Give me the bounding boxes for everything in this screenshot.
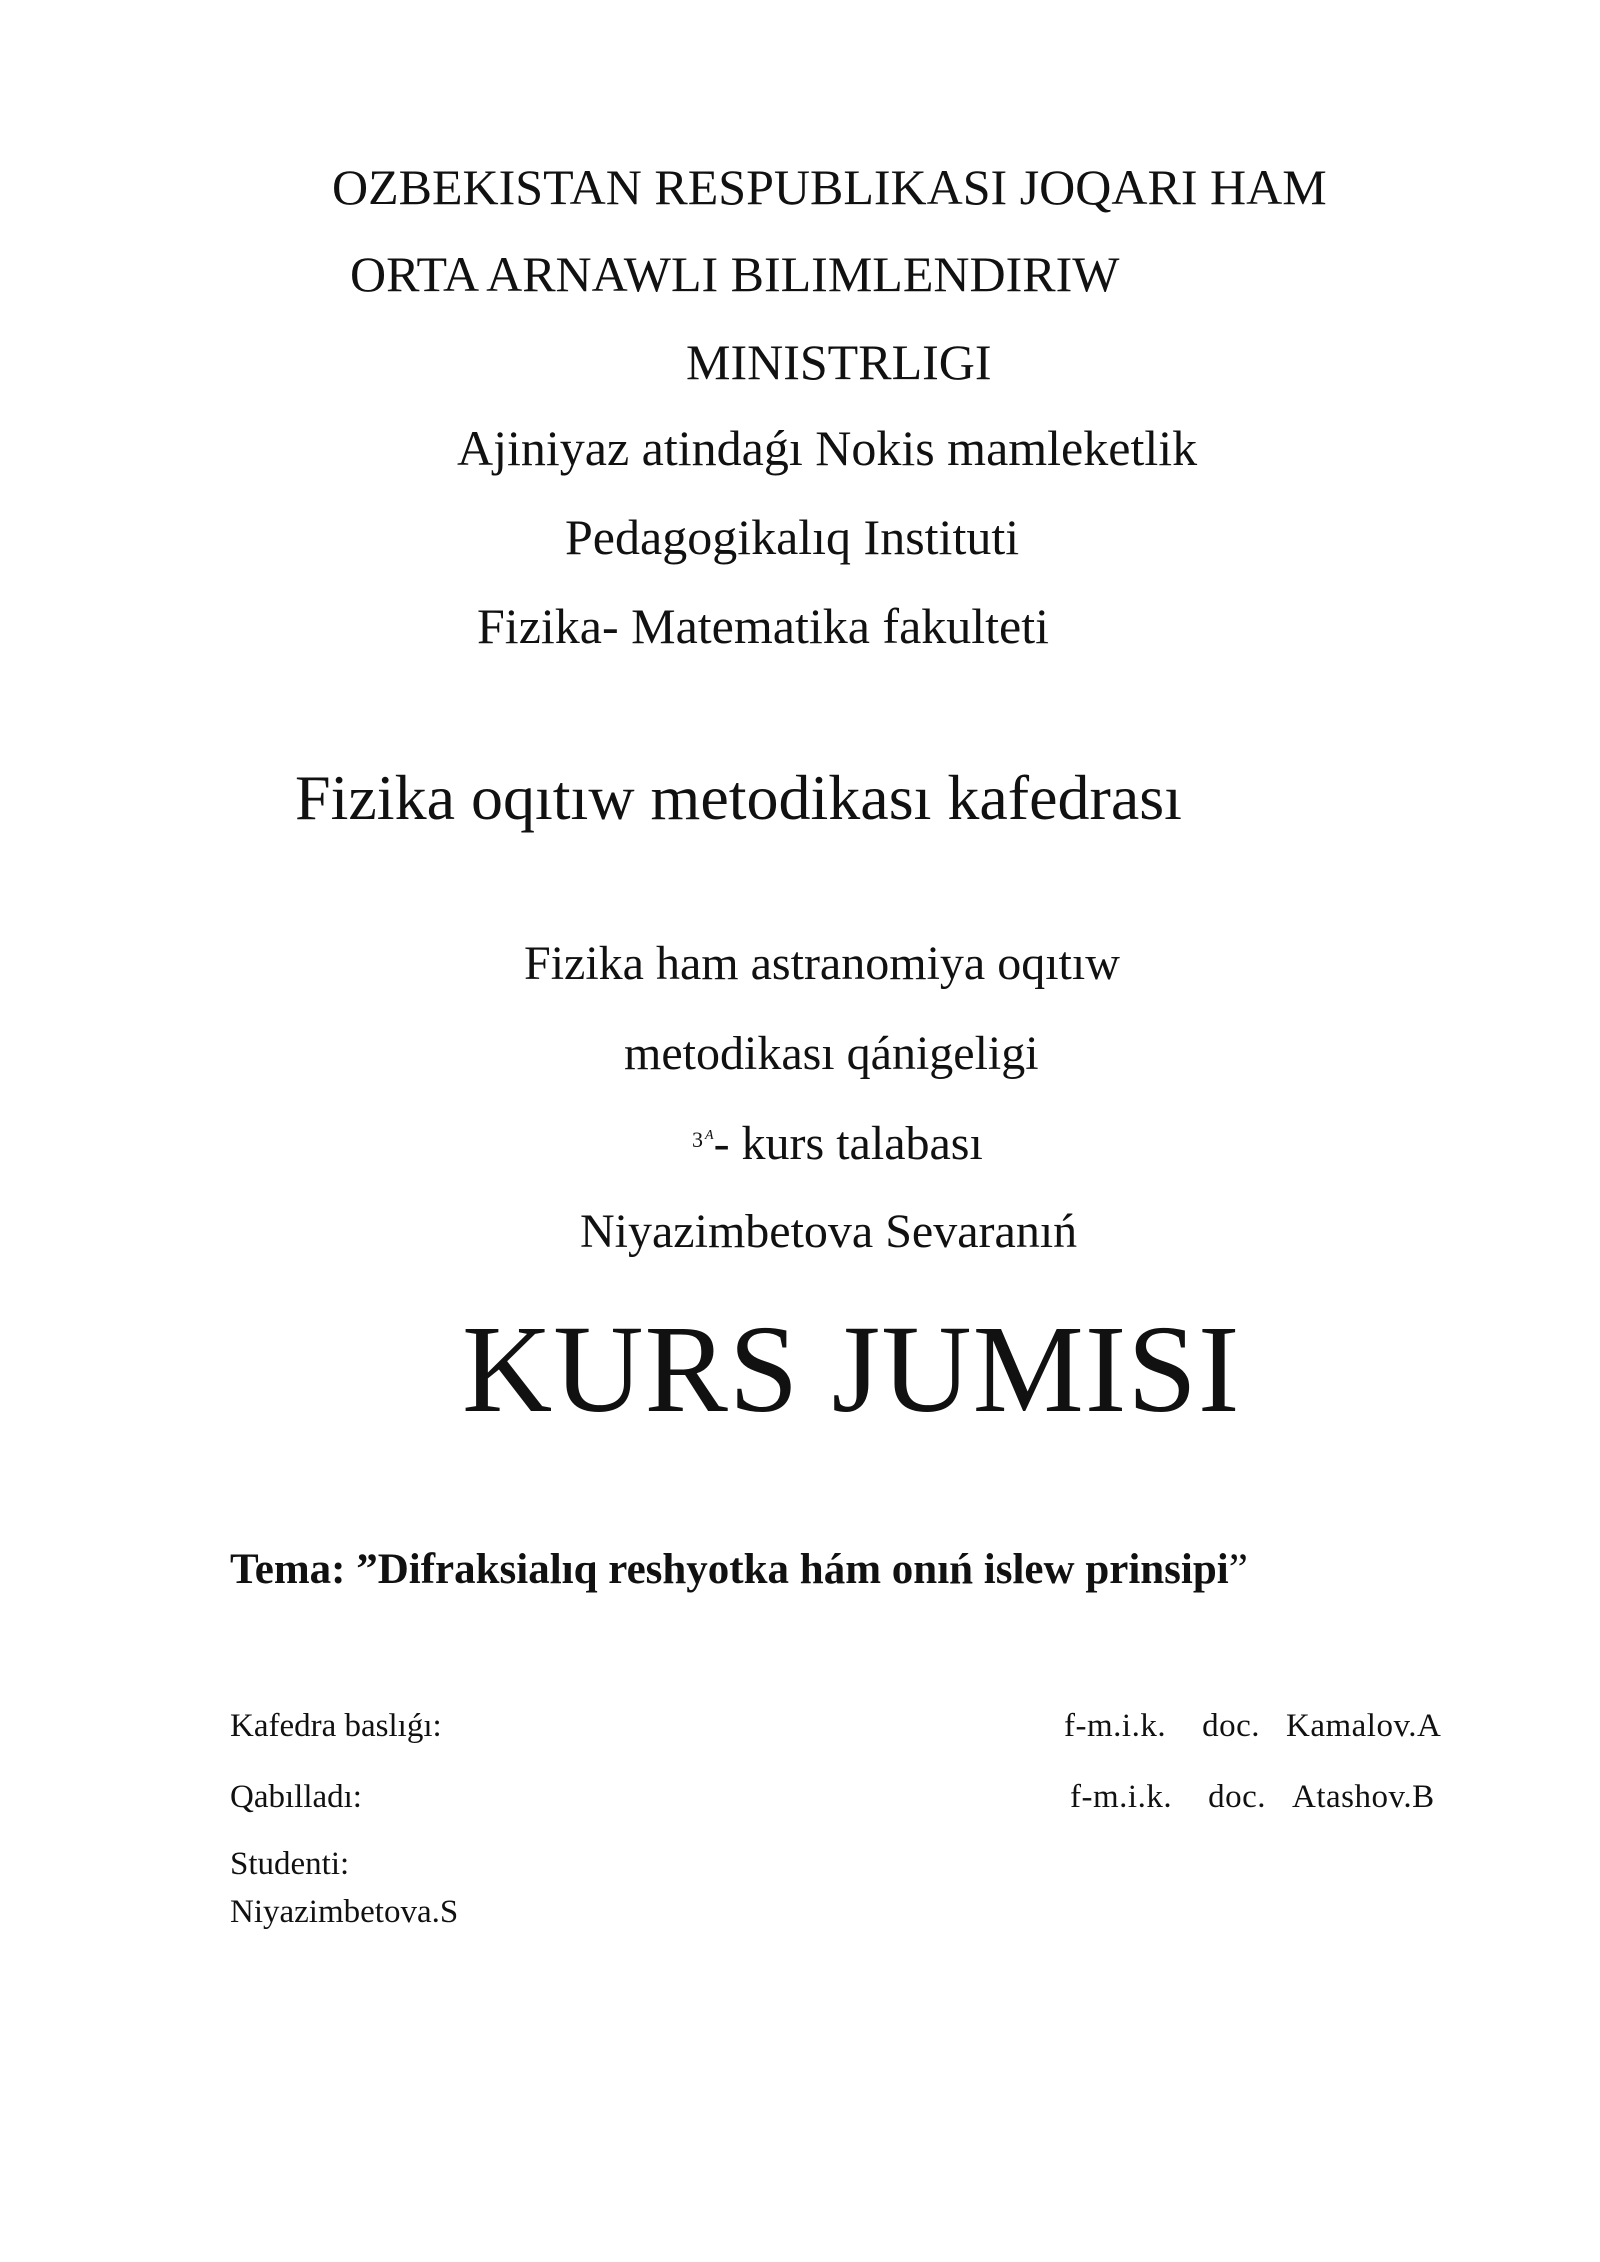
ministry-line-1: OZBEKISTAN RESPUBLIKASI JOQARI HAM <box>332 159 1327 215</box>
student-short-name: Niyazimbetova.S <box>230 1894 459 1930</box>
head-title: doc. <box>1202 1708 1260 1744</box>
head-name: Kamalov.A <box>1285 1708 1442 1744</box>
head-degree: f-m.i.k. <box>1064 1708 1167 1744</box>
accepted-title: doc. <box>1208 1779 1266 1815</box>
faculty-name: Fizika- Matematika fakulteti <box>477 598 1050 654</box>
head-label: Kafedra baslıǵı: <box>230 1708 442 1744</box>
institute-line-1: Ajiniyaz atindaǵı Nokis mamleketlik <box>457 420 1198 476</box>
course-text: - kurs talabası <box>713 1117 983 1170</box>
institute-line-2: Pedagogikalıq Instituti <box>565 509 1020 565</box>
work-title: KURS JUMISI <box>462 1301 1241 1439</box>
ministry-line-2: ORTA ARNAWLI BILIMLENDIRIW <box>350 246 1120 302</box>
specialty-line-2: metodikası qánigeligi <box>624 1027 1039 1080</box>
topic-line <box>230 1548 1248 1591</box>
accepted-degree: f-m.i.k. <box>1070 1779 1173 1815</box>
student-full-name: Niyazimbetova Sevaranıń <box>580 1205 1078 1258</box>
specialty-line-1: Fizika ham astranomiya oqıtıw <box>524 937 1120 990</box>
accepted-signature <box>1070 1781 1435 1814</box>
accepted-label: Qabılladı: <box>230 1779 362 1815</box>
course-group-letter: A <box>705 1127 714 1143</box>
ministry-line-3: MINISTRLIGI <box>686 334 992 390</box>
topic-close-quote: ” <box>1228 1546 1248 1593</box>
accepted-name: Atashov.B <box>1291 1779 1435 1815</box>
department-name: Fizika oqıtıw metodikası kafedrası <box>295 762 1182 833</box>
topic-text: Tema: ”Difraksialıq reshyotka hám onıń islew prinsipi <box>230 1546 1229 1593</box>
head-signature <box>1064 1710 1441 1743</box>
student-label: Studenti: <box>230 1846 350 1882</box>
course-number: 3 A <box>692 1126 714 1152</box>
course-line <box>692 1117 983 1170</box>
